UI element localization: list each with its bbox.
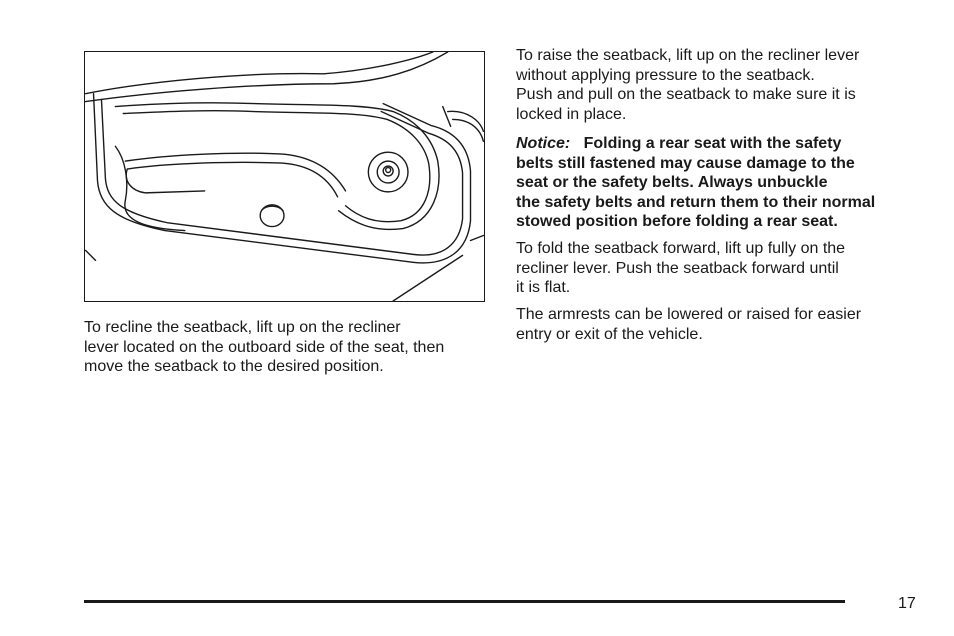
notice-text: Folding a rear seat with the safety bbox=[583, 135, 842, 152]
raise-instructions bbox=[516, 46, 859, 124]
fold-instructions bbox=[516, 239, 845, 298]
armrest-instructions bbox=[516, 305, 861, 344]
text-line: To fold the seatback forward, lift up fully on the bbox=[516, 240, 846, 257]
text-line: the safety belts and return them to their normal bbox=[516, 193, 876, 211]
text-line: seat or the safety belts. Always unbuckle bbox=[516, 174, 828, 192]
footer-rule bbox=[84, 600, 845, 603]
text-line: locked in place. bbox=[516, 105, 627, 123]
text-line: belts still fastened may cause damage to the bbox=[516, 154, 855, 172]
text-line: To raise the seatback, lift up on the recliner lever bbox=[516, 47, 860, 64]
notice-block bbox=[516, 134, 875, 232]
text-line: entry or exit of the vehicle. bbox=[516, 325, 703, 343]
recline-instructions bbox=[84, 318, 444, 377]
seat-recliner-drawing bbox=[85, 52, 484, 301]
text-line: To recline the seatback, lift up on the recliner bbox=[84, 319, 401, 336]
text-line: lever located on the outboard side of the seat, then bbox=[84, 338, 445, 356]
text-line: move the seatback to the desired position. bbox=[84, 358, 384, 376]
text-line bbox=[516, 134, 875, 154]
text-line: Push and pull on the seatback to make sure it is bbox=[516, 86, 856, 104]
text-line: without applying pressure to the seatback. bbox=[516, 66, 815, 84]
text-line: it is flat. bbox=[516, 279, 571, 297]
notice-label: Notice: bbox=[516, 135, 571, 152]
text-line: recliner lever. Push the seatback forward until bbox=[516, 259, 839, 277]
text-line: stowed position before folding a rear seat. bbox=[516, 213, 838, 231]
text-line: The armrests can be lowered or raised for easier bbox=[516, 306, 862, 323]
recliner-lever-illustration bbox=[84, 51, 485, 302]
page-number: 17 bbox=[898, 595, 916, 612]
